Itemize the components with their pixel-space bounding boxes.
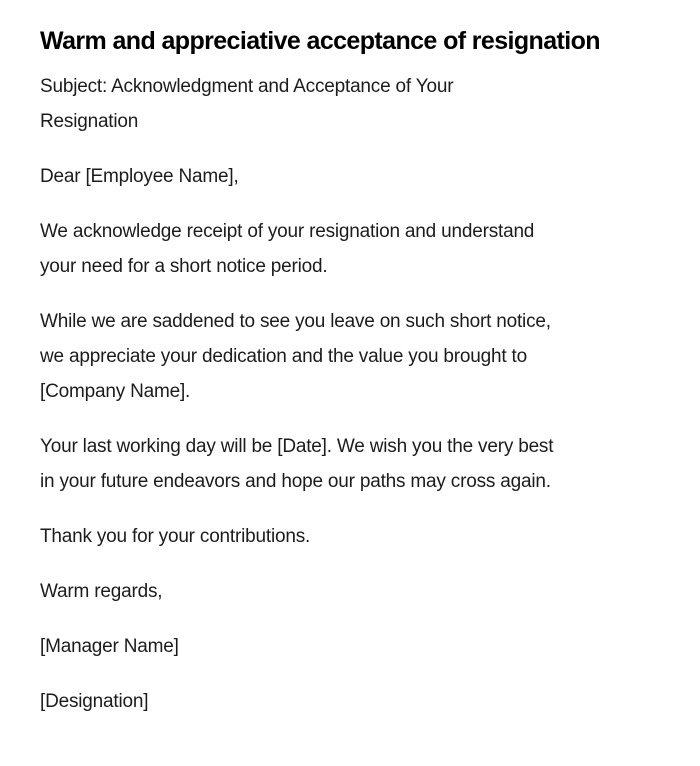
body-paragraph: [40, 304, 700, 409]
text-line: we appreciate your dedication and the value you brought to: [40, 346, 527, 367]
signature-name: [40, 629, 700, 664]
text-line: [Company Name].: [40, 381, 191, 402]
text-line: Warm regards,: [40, 581, 163, 602]
closing: [40, 574, 700, 609]
text-line: We acknowledge receipt of your resignation and understand: [40, 221, 535, 242]
text-line: in your future endeavors and hope our paths may cross again.: [40, 471, 551, 492]
salutation: [40, 159, 700, 194]
text-line: Thank you for your contributions.: [40, 526, 311, 547]
text-line: [Manager Name]: [40, 636, 179, 657]
text-line: Resignation: [40, 111, 139, 132]
text-line: [Designation]: [40, 691, 149, 712]
body-paragraph: [40, 214, 700, 284]
signature-designation: [40, 684, 700, 719]
text-line: your need for a short notice period.: [40, 256, 328, 277]
thanks-line: [40, 519, 700, 554]
document-title: Warm and appreciative acceptance of resignation: [40, 27, 600, 55]
subject-line: [40, 69, 700, 139]
text-line: While we are saddened to see you leave on such short notice,: [40, 311, 551, 332]
text-line: Your last working day will be [Date]. We wish you the very best: [40, 436, 554, 457]
body-paragraph: [40, 429, 700, 499]
text-line: Dear [Employee Name],: [40, 166, 239, 187]
text-line: Subject: Acknowledgment and Acceptance of Your: [40, 76, 454, 97]
